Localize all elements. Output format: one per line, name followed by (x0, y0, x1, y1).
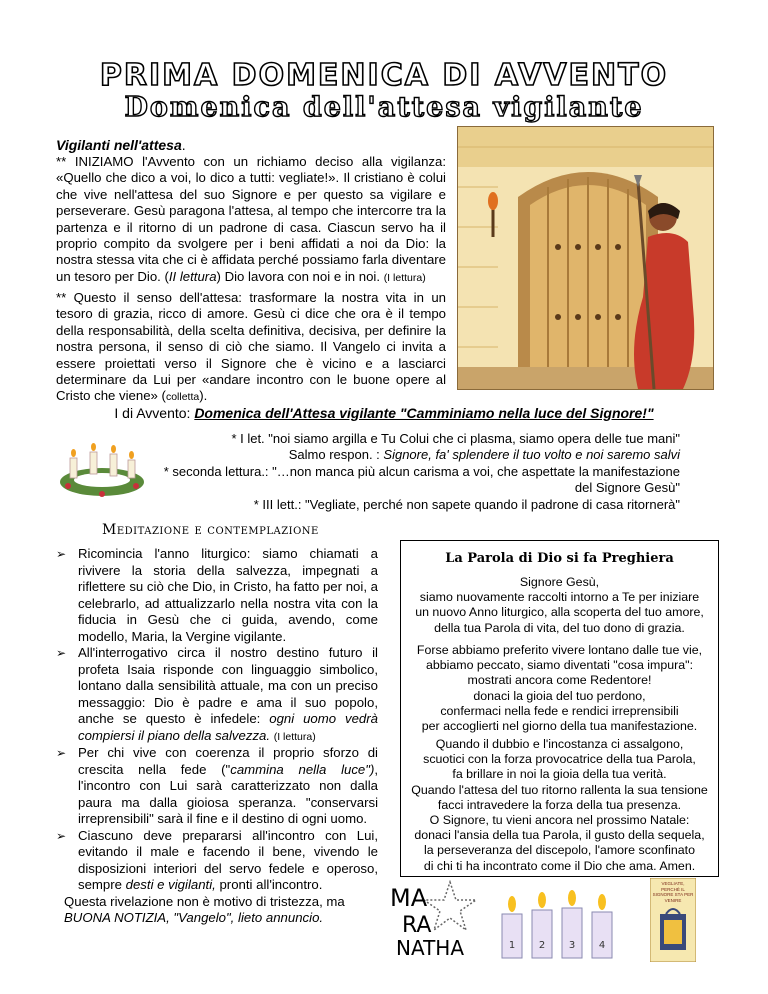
page-title: PRIMA DOMENICA DI AVVENTO (99, 58, 669, 93)
intro-paragraph-1: ** INIZIAMO l'Avvento con un richiamo deciso alla vigilanza: «Quello che dico a voi, lo dico a tutti: vegliate!». Il cristiano è colui che vive nell'attesa del suo Signore e per questo sa vigilare e perseverare. Gesù paragona l'attesa, al tempo che intercorre tra la partenza e il ritorno di un padrone di casa. Ciascun servo ha il proprio compito da svolgere per i beni affidati a noi da Dio: la nostra stessa vita che ci è affidata perché possiamo farla diventare un tesoro per Dio. (II lettura) Dio lavora con noi e in noi. (I lettura) (56, 154, 446, 284)
prayer-stanza-3: Quando il dubbio e l'incostanza ci assalgono, scuotici con la forza provocatrice della tua Parola, fa brillare in noi la gioia della tua verità. Quando l'attesa del tuo ritorno rallenta la sua tensione facci intravedere la forza della tua presenza. O Signore, tu vieni ancora nel prossimo Natale: donaci l'ansia della tua Parola, il gusto della sequela, la perseveranza del discepolo, l'amore sconfinato di chi ti ha incontrato come il Dio che ama. Amen. (411, 737, 708, 873)
svg-text:RA: RA (402, 913, 432, 938)
page-subtitle: Domenica dell'attesa vigilante (124, 92, 644, 123)
svg-text:1: 1 (508, 940, 516, 951)
closing-text: Questa rivelazione non è motivo di tristezza, ma BUONA NOTIZIA, "Vangelo", lieto annuncio. (64, 893, 345, 925)
prayer-box (400, 540, 719, 877)
reading-gospel: * III lett.: "Vegliate, perché non sapete quando il padrone di casa ritornerà" (253, 496, 680, 512)
reading-first: * I let. "noi siamo argilla e Tu Colui che ci plasma, siamo opera delle tue mani" (231, 431, 680, 446)
prayer-stanza-1: Signore Gesù, siamo nuovamente raccolti intorno a Te per iniziare un nuovo Anno liturgico, alla scoperta del tuo amore, della tua Parola di vita, del tuo dono di grazia. (415, 575, 704, 635)
four-candles-image (490, 880, 620, 962)
reading-second: * seconda lettura.: "…non manca più alcun carisma a voi, che aspettate la manifestazione del Signore Gesù" (163, 463, 680, 496)
readings-list (150, 431, 680, 513)
arrow-right-icon: ➢ (56, 547, 67, 561)
list-item: ➢ All'interrogativo circa il nostro destino futuro il profeta Isaia risponde con linguaggio simbolico, lontano dalla sensibilità attuale, ma con un preciso messaggio: Dio è padre e ama il suo popolo, anche se questo è infedele: ogni uomo vedrà compiersi il piano della salvezza. (I lettura) (56, 645, 378, 743)
svg-text:4: 4 (598, 940, 606, 951)
arrow-right-icon: ➢ (56, 828, 67, 843)
prayer-title: La Parola di Dio si fa Preghiera (445, 551, 674, 566)
meditation-title: Meditazione e contemplazione (102, 522, 319, 538)
lantern-card-image (650, 878, 696, 962)
arrow-right-icon: ➢ (56, 746, 67, 760)
advent-heading: I di Avvento: Domenica dell'Attesa vigilante "Camminiamo nella luce del Signore!" (114, 405, 654, 421)
advent-wreath-image (56, 436, 148, 502)
list-item: ➢ Ricomincia l'anno liturgico: siamo chiamati a rivivere la storia della salvezza, impegnati a riflettere su ciò che Dio, in Cristo, ha fatto per noi, a celebrarlo, ad attualizzarlo nella nostra vita con la fiducia in Gesù che ci guida, avendo, come modello, Maria, la Vergine vigilante. (56, 546, 378, 644)
intro-heading: Vigilanti nell'attesa. (56, 137, 186, 153)
meditation-list (56, 546, 378, 927)
lantern-card-text: VEGLIATE, PERCHÉ IL SIGNORE STA PER VENIRE (652, 881, 694, 903)
svg-text:MA: MA (390, 884, 428, 912)
maranatha-logo (388, 880, 480, 960)
svg-text:NATHA: NATHA (396, 936, 465, 960)
reading-psalm: Salmo respon. : Signore, fa' splendere il tuo volto e noi saremo salvi (288, 447, 680, 463)
svg-text:2: 2 (538, 940, 546, 951)
watchman-illustration (457, 126, 714, 390)
list-item: ➢ Ciascuno deve prepararsi all'incontro con Lui, evitando il male e facendo il bene, vivendo le disposizioni interiori del servo fedele e operoso, sempre desti e vigilanti, pronti all'incontro. (56, 827, 378, 892)
prayer-stanza-2: Forse abbiamo preferito vivere lontano dalle tue vie, abbiamo peccato, siamo diventati "cosa impura": mostrati ancora come Redentore! donaci la gioia del tuo perdono, confermaci nella fede e rendici irreprensibili per accoglierti nel giorno della tua manifestazione. (416, 643, 703, 734)
list-item: ➢ Per chi vive con coerenza il proprio sforzo di crescita nella fede ("cammina nella luce"), l'incontro con Lui sarà caratterizzato non dalla paura ma dalla gioiosa speranza. "conservarsi irreprensibili" sarà il fine e il destino di ogni uomo. (56, 745, 379, 826)
svg-text:3: 3 (568, 940, 576, 951)
arrow-right-icon: ➢ (56, 646, 67, 660)
intro-paragraph-2: ** Questo il senso dell'attesa: trasformare la nostra vita in un tesoro di grazia, ricco di amore. Gesù ci dice che ora è il tempo della responsabilità, della scelta definitiva, decisiva, per definire la nostra persona, il senso di ciò che siamo. Il Vangelo ci invita a essere proiettati verso il Signore che è vicino e a lasciarci determinare da Lui per «andare incontro con le buone opere al Cristo che viene» (colletta). (56, 290, 446, 404)
